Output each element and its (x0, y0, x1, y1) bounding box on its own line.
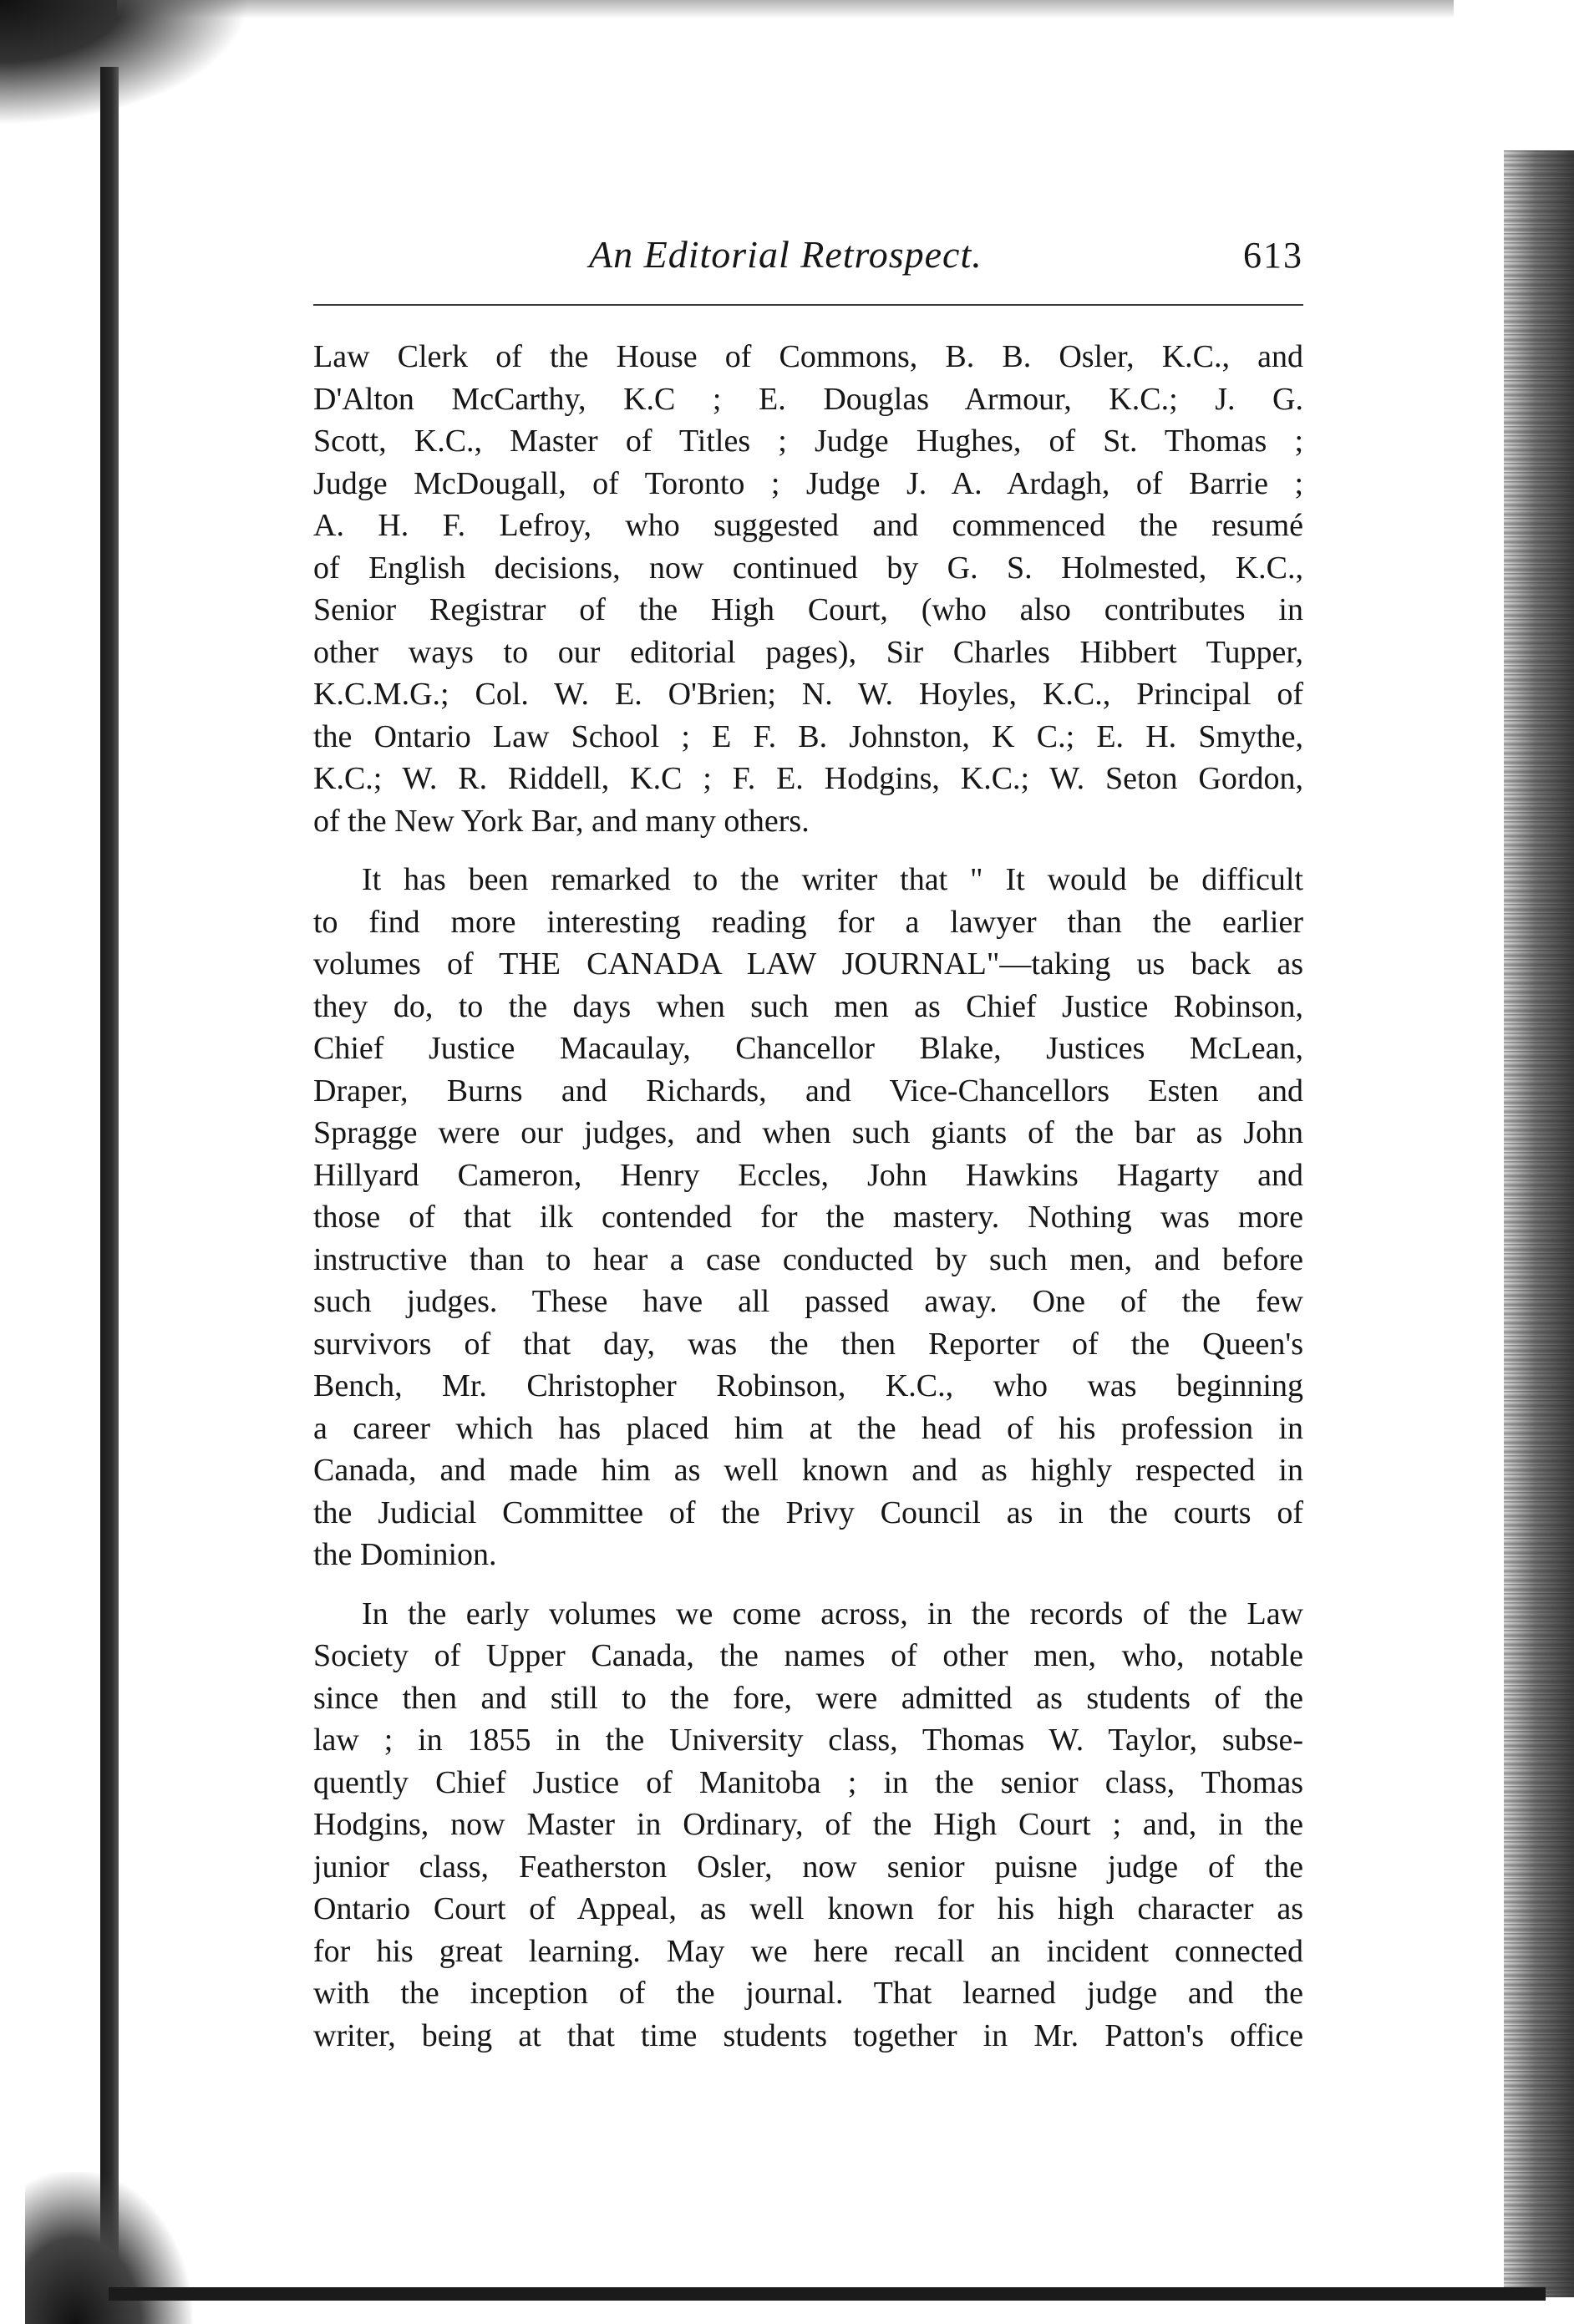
text-line: Society of Upper Canada, the names of other men, who, notable (313, 1638, 1303, 1673)
text-line: of the New York Bar, and many others. (313, 803, 810, 839)
text-line: instructive than to hear a case conducted by such men, and before (313, 1241, 1303, 1277)
text-line: Draper, Burns and Richards, and Vice-Chancellors Esten and (313, 1073, 1303, 1109)
text-line: quently Chief Justice of Manitoba ; in the senior class, Thomas (313, 1764, 1303, 1800)
text-line: Ontario Court of Appeal, as well known for his high character as (313, 1891, 1303, 1926)
text-line: such judges. These have all passed away. One of the few (313, 1284, 1303, 1319)
scan-shadow-top-left (0, 0, 251, 125)
text-line: volumes of THE CANADA LAW JOURNAL"—taking us back as (313, 946, 1303, 982)
paragraph-3 (313, 1593, 1303, 2058)
text-line: since then and still to the fore, were admitted as students of the (313, 1680, 1303, 1716)
text-line: Chief Justice Macaulay, Chancellor Blake, Justices McLean, (313, 1031, 1303, 1066)
scan-edge-bottom (109, 2287, 1546, 2301)
page-number: 613 (1243, 235, 1303, 276)
text-line: Law Clerk of the House of Commons, B. B. Osler, K.C., and (313, 339, 1303, 374)
text-line: for his great learning. May we here recall an incident connected (313, 1933, 1303, 1969)
running-head (313, 232, 1303, 299)
text-line: junior class, Featherston Osler, now senior puisne judge of the (313, 1849, 1303, 1885)
scan-shadow-bottom-left (25, 2172, 192, 2324)
text-line: D'Alton McCarthy, K.C ; E. Douglas Armour, K.C.; J. G. (313, 381, 1303, 417)
text-line: K.C.M.G.; Col. W. E. O'Brien; N. W. Hoyles, K.C., Principal of (313, 677, 1303, 712)
text-line: law ; in 1855 in the University class, Thomas W. Taylor, subse- (313, 1723, 1303, 1758)
scan-edge-left (100, 67, 119, 2289)
text-line: a career which has placed him at the head of his profession in (313, 1410, 1303, 1446)
text-line: Hillyard Cameron, Henry Eccles, John Hawkins Hagarty and (313, 1157, 1303, 1193)
text-line: of English decisions, now continued by G. S. Holmested, K.C., (313, 550, 1303, 586)
running-title: An Editorial Retrospect. (589, 233, 982, 276)
text-line: A. H. F. Lefroy, who suggested and commenced the resumé (313, 508, 1303, 543)
text-line: Judge McDougall, of Toronto ; Judge J. A. Ardagh, of Barrie ; (313, 465, 1303, 501)
text-line: to find more interesting reading for a lawyer than the earlier (313, 904, 1303, 940)
text-line: the Dominion. (313, 1537, 497, 1572)
text-line: K.C.; W. R. Riddell, K.C ; F. E. Hodgins, K.C.; W. Seton Gordon, (313, 761, 1303, 796)
text-line: the Ontario Law School ; E F. B. Johnston, K C.; E. H. Smythe, (313, 718, 1303, 754)
text-line: Canada, and made him as well known and as highly respected in (313, 1453, 1303, 1488)
header-rule (313, 304, 1303, 306)
text-line: they do, to the days when such men as Chief Justice Robinson, (313, 988, 1303, 1024)
text-line: In the early volumes we come across, in the records of the Law (362, 1596, 1303, 1631)
text-line: Bench, Mr. Christopher Robinson, K.C., who was beginning (313, 1368, 1303, 1403)
text-line: Scott, K.C., Master of Titles ; Judge Hughes, of St. Thomas ; (313, 424, 1303, 459)
text-line: writer, being at that time students together in Mr. Patton's office (313, 2017, 1303, 2053)
text-line: those of that ilk contended for the mastery. Nothing was more (313, 1200, 1303, 1235)
page-body (313, 336, 1303, 2073)
text-line: Senior Registrar of the High Court, (who also contributes in (313, 592, 1303, 627)
paragraph-1 (313, 336, 1303, 842)
text-line: Spragge were our judges, and when such giants of the bar as John (313, 1115, 1303, 1150)
text-line: the Judicial Committee of the Privy Council as in the courts of (313, 1494, 1303, 1530)
text-line: It has been remarked to the writer that " It would be difficult (362, 862, 1303, 897)
scan-edge-right (1504, 150, 1574, 2297)
text-line: Hodgins, now Master in Ordinary, of the High Court ; and, in the (313, 1807, 1303, 1842)
text-line: survivors of that day, was the then Reporter of the Queen's (313, 1326, 1303, 1362)
scan-shadow-top (117, 0, 1454, 18)
text-line: other ways to our editorial pages), Sir Charles Hibbert Tupper, (313, 634, 1303, 670)
paragraph-2 (313, 859, 1303, 1576)
text-line: with the inception of the journal. That learned judge and the (313, 1976, 1303, 2011)
